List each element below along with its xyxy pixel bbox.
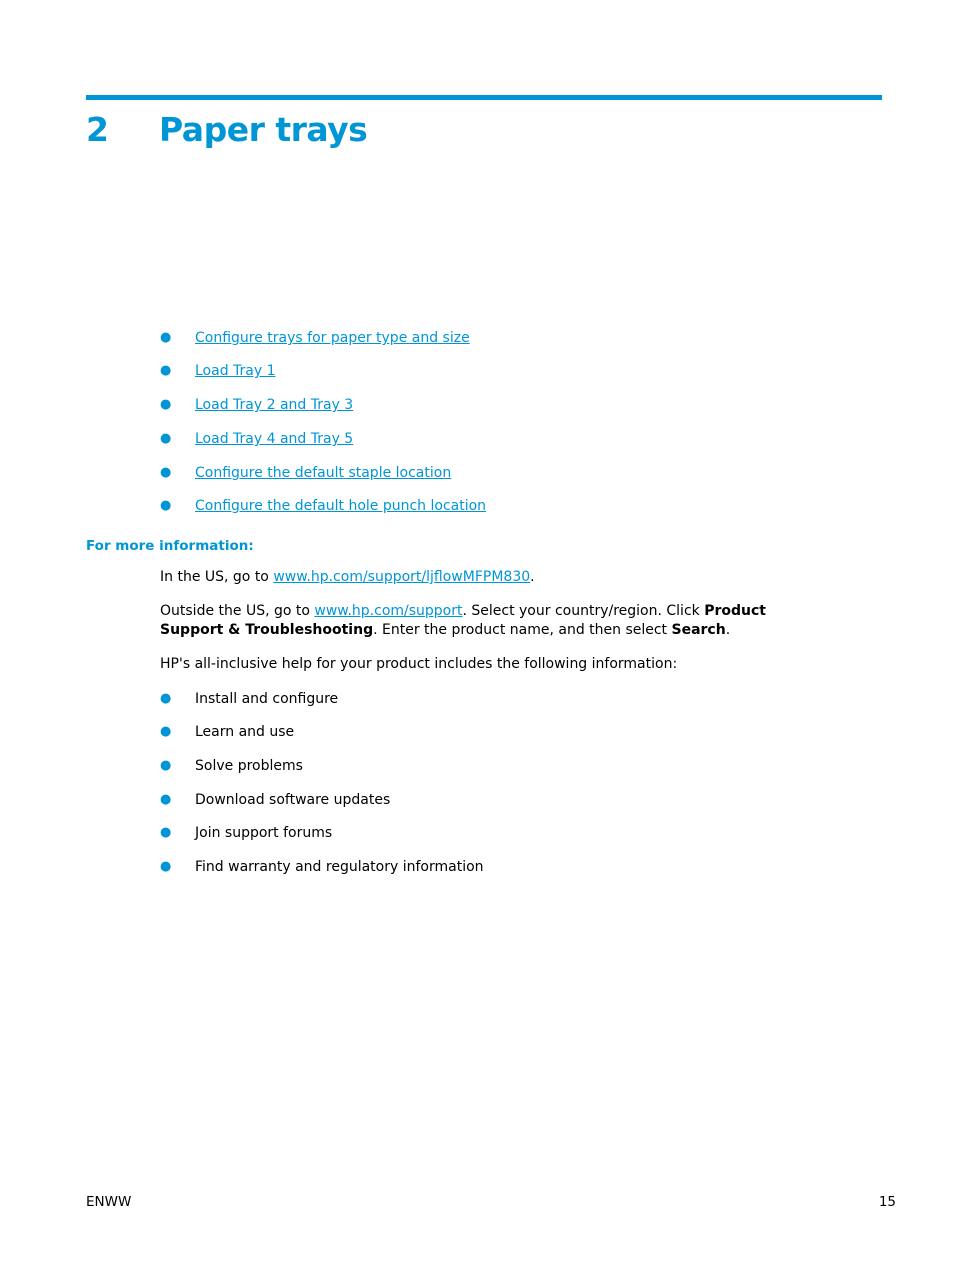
- toc-link-configure-trays[interactable]: [195, 328, 470, 348]
- us-support-link[interactable]: www.hp.com/support/ljflowMFPM830: [273, 569, 531, 585]
- bullet-icon: ●: [160, 431, 172, 446]
- outside-support-link[interactable]: www.hp.com/support: [314, 603, 463, 619]
- search-label: Search: [671, 622, 726, 638]
- bullet-icon: ●: [160, 825, 172, 840]
- bullet-icon: ●: [160, 397, 172, 412]
- outside-us-paragraph: [160, 602, 820, 640]
- help-item: Download software updates: [195, 792, 391, 808]
- help-item: Learn and use: [195, 724, 295, 740]
- us-prefix: In the US, go to: [160, 569, 274, 585]
- bullet-icon: ●: [160, 498, 172, 513]
- toc-link-load-tray-4-5[interactable]: [195, 429, 353, 449]
- bullet-icon: ●: [160, 724, 172, 739]
- footer-locale: ENWW: [86, 1194, 132, 1210]
- chapter-rule: [86, 95, 882, 100]
- bullet-icon: ●: [160, 363, 172, 378]
- help-item: Join support forums: [195, 825, 333, 841]
- toc-link-load-tray-2-3[interactable]: [195, 395, 353, 415]
- bullet-icon: ●: [160, 859, 172, 874]
- toc-link-text[interactable]: Load Tray 4 and Tray 5: [195, 431, 354, 447]
- toc-link-text[interactable]: Load Tray 2 and Tray 3: [195, 397, 354, 413]
- help-intro: HP's all-inclusive help for your product includes the following information:: [160, 656, 678, 672]
- outside-suffix: .: [725, 622, 731, 638]
- toc-link-text[interactable]: Configure the default hole punch location: [195, 498, 487, 514]
- outside-mid2: . Enter the product name, and then select: [373, 622, 672, 638]
- product-support-label: Product Support & Troubleshooting: [160, 603, 766, 638]
- bullet-icon: ●: [160, 792, 172, 807]
- toc-link-load-tray-1[interactable]: [195, 361, 276, 381]
- outside-prefix: Outside the US, go to: [160, 603, 315, 619]
- bullet-icon: ●: [160, 330, 172, 345]
- toc-link-staple-location[interactable]: [195, 463, 451, 483]
- toc-link-hole-punch-location[interactable]: [195, 496, 486, 516]
- us-paragraph: [160, 568, 820, 587]
- us-suffix: .: [530, 569, 535, 585]
- help-item: Install and configure: [195, 691, 339, 707]
- toc-link-text[interactable]: Load Tray 1: [195, 363, 276, 379]
- more-info-heading: For more information:: [86, 538, 254, 554]
- bullet-icon: ●: [160, 691, 172, 706]
- bullet-icon: ●: [160, 758, 172, 773]
- help-item: Find warranty and regulatory information: [195, 859, 484, 875]
- help-item: Solve problems: [195, 758, 303, 774]
- outside-mid: . Select your country/region. Click: [462, 603, 705, 619]
- toc-link-text[interactable]: Configure the default staple location: [195, 465, 452, 481]
- chapter-title: Paper trays: [159, 110, 368, 149]
- chapter-number: 2: [86, 110, 109, 149]
- page-number: 15: [878, 1194, 896, 1210]
- toc-link-text[interactable]: Configure trays for paper type and size: [195, 330, 470, 346]
- bullet-icon: ●: [160, 465, 172, 480]
